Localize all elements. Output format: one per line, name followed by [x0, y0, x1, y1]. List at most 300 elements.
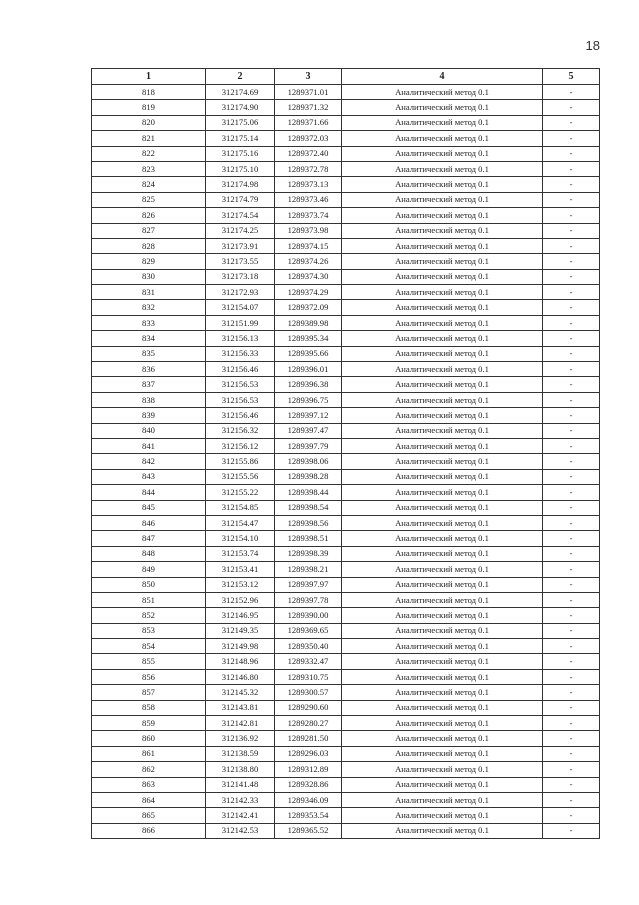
point-number-cell: 824	[92, 177, 206, 192]
table-row	[92, 546, 600, 561]
x-coordinate-cell: 312154.47	[206, 515, 275, 530]
note-cell: -	[543, 346, 600, 361]
x-coordinate-cell: 312149.98	[206, 639, 275, 654]
y-coordinate-cell: 1289398.39	[275, 546, 342, 561]
method-cell: Аналитический метод 0.1	[342, 685, 543, 700]
note-cell: -	[543, 438, 600, 453]
y-coordinate-cell: 1289396.75	[275, 392, 342, 407]
x-coordinate-cell: 312174.69	[206, 85, 275, 100]
y-coordinate-cell: 1289328.86	[275, 777, 342, 792]
note-cell: -	[543, 177, 600, 192]
y-coordinate-cell: 1289372.40	[275, 146, 342, 161]
x-coordinate-cell: 312142.53	[206, 823, 275, 838]
y-coordinate-cell: 1289395.66	[275, 346, 342, 361]
y-coordinate-cell: 1289395.34	[275, 331, 342, 346]
method-cell: Аналитический метод 0.1	[342, 654, 543, 669]
x-coordinate-cell: 312156.13	[206, 331, 275, 346]
point-number-cell: 864	[92, 792, 206, 807]
point-number-cell: 841	[92, 438, 206, 453]
x-coordinate-cell: 312154.07	[206, 300, 275, 315]
point-number-cell: 861	[92, 746, 206, 761]
point-number-cell: 820	[92, 115, 206, 130]
method-cell: Аналитический метод 0.1	[342, 223, 543, 238]
method-cell: Аналитический метод 0.1	[342, 515, 543, 530]
table-row	[92, 823, 600, 838]
method-cell: Аналитический метод 0.1	[342, 392, 543, 407]
y-coordinate-cell: 1289373.98	[275, 223, 342, 238]
table-body	[92, 85, 600, 839]
table-row	[92, 238, 600, 253]
point-number-cell: 839	[92, 408, 206, 423]
point-number-cell: 821	[92, 131, 206, 146]
y-coordinate-cell: 1289281.50	[275, 731, 342, 746]
point-number-cell: 854	[92, 639, 206, 654]
method-cell: Аналитический метод 0.1	[342, 438, 543, 453]
y-coordinate-cell: 1289371.66	[275, 115, 342, 130]
table-row	[92, 192, 600, 207]
column-header-3: 3	[275, 69, 342, 85]
point-number-cell: 833	[92, 315, 206, 330]
table-row	[92, 300, 600, 315]
table-row	[92, 362, 600, 377]
table-row	[92, 808, 600, 823]
point-number-cell: 823	[92, 161, 206, 176]
point-number-cell: 862	[92, 762, 206, 777]
x-coordinate-cell: 312175.06	[206, 115, 275, 130]
x-coordinate-cell: 312174.98	[206, 177, 275, 192]
note-cell: -	[543, 685, 600, 700]
y-coordinate-cell: 1289397.79	[275, 438, 342, 453]
x-coordinate-cell: 312136.92	[206, 731, 275, 746]
y-coordinate-cell: 1289397.97	[275, 577, 342, 592]
y-coordinate-cell: 1289373.13	[275, 177, 342, 192]
point-number-cell: 831	[92, 285, 206, 300]
table-row	[92, 469, 600, 484]
method-cell: Аналитический метод 0.1	[342, 577, 543, 592]
x-coordinate-cell: 312174.90	[206, 100, 275, 115]
x-coordinate-cell: 312174.25	[206, 223, 275, 238]
method-cell: Аналитический метод 0.1	[342, 408, 543, 423]
method-cell: Аналитический метод 0.1	[342, 700, 543, 715]
x-coordinate-cell: 312142.33	[206, 792, 275, 807]
table-row	[92, 100, 600, 115]
x-coordinate-cell: 312156.53	[206, 377, 275, 392]
table-row	[92, 685, 600, 700]
y-coordinate-cell: 1289371.32	[275, 100, 342, 115]
table-row	[92, 623, 600, 638]
point-number-cell: 842	[92, 454, 206, 469]
note-cell: -	[543, 746, 600, 761]
note-cell: -	[543, 623, 600, 638]
column-header-5: 5	[543, 69, 600, 85]
y-coordinate-cell: 1289389.98	[275, 315, 342, 330]
method-cell: Аналитический метод 0.1	[342, 131, 543, 146]
page-number: 18	[585, 38, 600, 53]
x-coordinate-cell: 312156.33	[206, 346, 275, 361]
x-coordinate-cell: 312155.22	[206, 485, 275, 500]
y-coordinate-cell: 1289371.01	[275, 85, 342, 100]
y-coordinate-cell: 1289398.28	[275, 469, 342, 484]
note-cell: -	[543, 454, 600, 469]
point-number-cell: 845	[92, 500, 206, 515]
point-number-cell: 828	[92, 238, 206, 253]
table-row	[92, 208, 600, 223]
table-row	[92, 608, 600, 623]
note-cell: -	[543, 577, 600, 592]
point-number-cell: 848	[92, 546, 206, 561]
table-header-row	[92, 69, 600, 85]
method-cell: Аналитический метод 0.1	[342, 762, 543, 777]
point-number-cell: 838	[92, 392, 206, 407]
y-coordinate-cell: 1289290.60	[275, 700, 342, 715]
note-cell: -	[543, 562, 600, 577]
table-row	[92, 423, 600, 438]
x-coordinate-cell: 312156.12	[206, 438, 275, 453]
note-cell: -	[543, 131, 600, 146]
method-cell: Аналитический метод 0.1	[342, 423, 543, 438]
x-coordinate-cell: 312146.95	[206, 608, 275, 623]
y-coordinate-cell: 1289398.54	[275, 500, 342, 515]
table-row	[92, 592, 600, 607]
method-cell: Аналитический метод 0.1	[342, 115, 543, 130]
x-coordinate-cell: 312138.80	[206, 762, 275, 777]
method-cell: Аналитический метод 0.1	[342, 469, 543, 484]
table-row	[92, 254, 600, 269]
point-number-cell: 849	[92, 562, 206, 577]
note-cell: -	[543, 300, 600, 315]
y-coordinate-cell: 1289398.44	[275, 485, 342, 500]
note-cell: -	[543, 408, 600, 423]
method-cell: Аналитический метод 0.1	[342, 792, 543, 807]
method-cell: Аналитический метод 0.1	[342, 177, 543, 192]
method-cell: Аналитический метод 0.1	[342, 531, 543, 546]
y-coordinate-cell: 1289373.74	[275, 208, 342, 223]
x-coordinate-cell: 312156.46	[206, 408, 275, 423]
method-cell: Аналитический метод 0.1	[342, 623, 543, 638]
y-coordinate-cell: 1289372.03	[275, 131, 342, 146]
table-row	[92, 131, 600, 146]
point-number-cell: 855	[92, 654, 206, 669]
point-number-cell: 835	[92, 346, 206, 361]
method-cell: Аналитический метод 0.1	[342, 546, 543, 561]
note-cell: -	[543, 808, 600, 823]
y-coordinate-cell: 1289374.30	[275, 269, 342, 284]
x-coordinate-cell: 312156.32	[206, 423, 275, 438]
x-coordinate-cell: 312146.80	[206, 669, 275, 684]
y-coordinate-cell: 1289398.06	[275, 454, 342, 469]
column-header-1: 1	[92, 69, 206, 85]
table-row	[92, 577, 600, 592]
table-row	[92, 746, 600, 761]
point-number-cell: 863	[92, 777, 206, 792]
x-coordinate-cell: 312153.74	[206, 546, 275, 561]
x-coordinate-cell: 312155.86	[206, 454, 275, 469]
column-header-4: 4	[342, 69, 543, 85]
point-number-cell: 836	[92, 362, 206, 377]
point-number-cell: 830	[92, 269, 206, 284]
note-cell: -	[543, 315, 600, 330]
x-coordinate-cell: 312174.54	[206, 208, 275, 223]
note-cell: -	[543, 485, 600, 500]
table-row	[92, 377, 600, 392]
point-number-cell: 860	[92, 731, 206, 746]
method-cell: Аналитический метод 0.1	[342, 716, 543, 731]
x-coordinate-cell: 312172.93	[206, 285, 275, 300]
coordinates-table	[91, 68, 600, 839]
note-cell: -	[543, 377, 600, 392]
y-coordinate-cell: 1289374.29	[275, 285, 342, 300]
point-number-cell: 827	[92, 223, 206, 238]
y-coordinate-cell: 1289332.47	[275, 654, 342, 669]
point-number-cell: 819	[92, 100, 206, 115]
x-coordinate-cell: 312175.10	[206, 161, 275, 176]
note-cell: -	[543, 161, 600, 176]
point-number-cell: 852	[92, 608, 206, 623]
note-cell: -	[543, 192, 600, 207]
y-coordinate-cell: 1289296.03	[275, 746, 342, 761]
x-coordinate-cell: 312174.79	[206, 192, 275, 207]
note-cell: -	[543, 146, 600, 161]
point-number-cell: 825	[92, 192, 206, 207]
y-coordinate-cell: 1289396.38	[275, 377, 342, 392]
table-row	[92, 346, 600, 361]
column-header-2: 2	[206, 69, 275, 85]
x-coordinate-cell: 312149.35	[206, 623, 275, 638]
note-cell: -	[543, 238, 600, 253]
note-cell: -	[543, 469, 600, 484]
x-coordinate-cell: 312155.56	[206, 469, 275, 484]
x-coordinate-cell: 312154.10	[206, 531, 275, 546]
table-row	[92, 408, 600, 423]
method-cell: Аналитический метод 0.1	[342, 608, 543, 623]
note-cell: -	[543, 716, 600, 731]
table-row	[92, 85, 600, 100]
y-coordinate-cell: 1289372.09	[275, 300, 342, 315]
table-row	[92, 177, 600, 192]
method-cell: Аналитический метод 0.1	[342, 192, 543, 207]
point-number-cell: 856	[92, 669, 206, 684]
method-cell: Аналитический метод 0.1	[342, 300, 543, 315]
method-cell: Аналитический метод 0.1	[342, 454, 543, 469]
method-cell: Аналитический метод 0.1	[342, 254, 543, 269]
point-number-cell: 822	[92, 146, 206, 161]
table-row	[92, 269, 600, 284]
point-number-cell: 857	[92, 685, 206, 700]
y-coordinate-cell: 1289280.27	[275, 716, 342, 731]
table-row	[92, 315, 600, 330]
note-cell: -	[543, 608, 600, 623]
note-cell: -	[543, 285, 600, 300]
point-number-cell: 846	[92, 515, 206, 530]
table-row	[92, 515, 600, 530]
note-cell: -	[543, 654, 600, 669]
note-cell: -	[543, 762, 600, 777]
note-cell: -	[543, 515, 600, 530]
table-row	[92, 639, 600, 654]
x-coordinate-cell: 312142.41	[206, 808, 275, 823]
note-cell: -	[543, 500, 600, 515]
y-coordinate-cell: 1289374.15	[275, 238, 342, 253]
point-number-cell: 826	[92, 208, 206, 223]
x-coordinate-cell: 312175.14	[206, 131, 275, 146]
x-coordinate-cell: 312153.12	[206, 577, 275, 592]
note-cell: -	[543, 331, 600, 346]
table-row	[92, 115, 600, 130]
x-coordinate-cell: 312151.99	[206, 315, 275, 330]
x-coordinate-cell: 312143.81	[206, 700, 275, 715]
method-cell: Аналитический метод 0.1	[342, 823, 543, 838]
table-row	[92, 438, 600, 453]
table-row	[92, 654, 600, 669]
note-cell: -	[543, 392, 600, 407]
y-coordinate-cell: 1289397.78	[275, 592, 342, 607]
x-coordinate-cell: 312153.41	[206, 562, 275, 577]
method-cell: Аналитический метод 0.1	[342, 746, 543, 761]
point-number-cell: 850	[92, 577, 206, 592]
y-coordinate-cell: 1289300.57	[275, 685, 342, 700]
x-coordinate-cell: 312152.96	[206, 592, 275, 607]
x-coordinate-cell: 312156.53	[206, 392, 275, 407]
y-coordinate-cell: 1289346.09	[275, 792, 342, 807]
table-row	[92, 331, 600, 346]
method-cell: Аналитический метод 0.1	[342, 669, 543, 684]
table-row	[92, 731, 600, 746]
note-cell: -	[543, 115, 600, 130]
note-cell: -	[543, 731, 600, 746]
note-cell: -	[543, 823, 600, 838]
x-coordinate-cell: 312173.55	[206, 254, 275, 269]
note-cell: -	[543, 100, 600, 115]
table-row	[92, 562, 600, 577]
table-row	[92, 223, 600, 238]
y-coordinate-cell: 1289373.46	[275, 192, 342, 207]
method-cell: Аналитический метод 0.1	[342, 269, 543, 284]
y-coordinate-cell: 1289390.00	[275, 608, 342, 623]
y-coordinate-cell: 1289398.21	[275, 562, 342, 577]
table-row	[92, 792, 600, 807]
y-coordinate-cell: 1289396.01	[275, 362, 342, 377]
point-number-cell: 851	[92, 592, 206, 607]
note-cell: -	[543, 254, 600, 269]
method-cell: Аналитический метод 0.1	[342, 315, 543, 330]
x-coordinate-cell: 312138.59	[206, 746, 275, 761]
method-cell: Аналитический метод 0.1	[342, 208, 543, 223]
point-number-cell: 834	[92, 331, 206, 346]
note-cell: -	[543, 639, 600, 654]
y-coordinate-cell: 1289397.47	[275, 423, 342, 438]
table-row	[92, 161, 600, 176]
y-coordinate-cell: 1289374.26	[275, 254, 342, 269]
x-coordinate-cell: 312142.81	[206, 716, 275, 731]
point-number-cell: 843	[92, 469, 206, 484]
x-coordinate-cell: 312141.48	[206, 777, 275, 792]
table-row	[92, 531, 600, 546]
method-cell: Аналитический метод 0.1	[342, 562, 543, 577]
table-row	[92, 454, 600, 469]
y-coordinate-cell: 1289398.51	[275, 531, 342, 546]
note-cell: -	[543, 792, 600, 807]
method-cell: Аналитический метод 0.1	[342, 731, 543, 746]
method-cell: Аналитический метод 0.1	[342, 485, 543, 500]
x-coordinate-cell: 312148.96	[206, 654, 275, 669]
note-cell: -	[543, 777, 600, 792]
note-cell: -	[543, 362, 600, 377]
y-coordinate-cell: 1289365.52	[275, 823, 342, 838]
method-cell: Аналитический метод 0.1	[342, 238, 543, 253]
table-row	[92, 500, 600, 515]
method-cell: Аналитический метод 0.1	[342, 377, 543, 392]
table-row	[92, 777, 600, 792]
y-coordinate-cell: 1289350.40	[275, 639, 342, 654]
y-coordinate-cell: 1289353.54	[275, 808, 342, 823]
method-cell: Аналитический метод 0.1	[342, 331, 543, 346]
note-cell: -	[543, 592, 600, 607]
method-cell: Аналитический метод 0.1	[342, 592, 543, 607]
method-cell: Аналитический метод 0.1	[342, 285, 543, 300]
note-cell: -	[543, 546, 600, 561]
note-cell: -	[543, 223, 600, 238]
table-row	[92, 392, 600, 407]
point-number-cell: 847	[92, 531, 206, 546]
method-cell: Аналитический метод 0.1	[342, 346, 543, 361]
note-cell: -	[543, 208, 600, 223]
method-cell: Аналитический метод 0.1	[342, 85, 543, 100]
point-number-cell: 840	[92, 423, 206, 438]
table-row	[92, 669, 600, 684]
note-cell: -	[543, 85, 600, 100]
note-cell: -	[543, 700, 600, 715]
table-row	[92, 285, 600, 300]
point-number-cell: 818	[92, 85, 206, 100]
method-cell: Аналитический метод 0.1	[342, 146, 543, 161]
point-number-cell: 859	[92, 716, 206, 731]
y-coordinate-cell: 1289312.89	[275, 762, 342, 777]
note-cell: -	[543, 531, 600, 546]
point-number-cell: 837	[92, 377, 206, 392]
table-row	[92, 700, 600, 715]
point-number-cell: 853	[92, 623, 206, 638]
y-coordinate-cell: 1289372.78	[275, 161, 342, 176]
y-coordinate-cell: 1289398.56	[275, 515, 342, 530]
point-number-cell: 866	[92, 823, 206, 838]
point-number-cell: 865	[92, 808, 206, 823]
y-coordinate-cell: 1289310.75	[275, 669, 342, 684]
y-coordinate-cell: 1289397.12	[275, 408, 342, 423]
point-number-cell: 832	[92, 300, 206, 315]
x-coordinate-cell: 312156.46	[206, 362, 275, 377]
method-cell: Аналитический метод 0.1	[342, 100, 543, 115]
point-number-cell: 858	[92, 700, 206, 715]
method-cell: Аналитический метод 0.1	[342, 362, 543, 377]
method-cell: Аналитический метод 0.1	[342, 500, 543, 515]
x-coordinate-cell: 312145.32	[206, 685, 275, 700]
note-cell: -	[543, 269, 600, 284]
table-row	[92, 716, 600, 731]
x-coordinate-cell: 312175.16	[206, 146, 275, 161]
method-cell: Аналитический метод 0.1	[342, 639, 543, 654]
point-number-cell: 844	[92, 485, 206, 500]
y-coordinate-cell: 1289369.65	[275, 623, 342, 638]
table-row	[92, 762, 600, 777]
x-coordinate-cell: 312154.85	[206, 500, 275, 515]
point-number-cell: 829	[92, 254, 206, 269]
note-cell: -	[543, 669, 600, 684]
x-coordinate-cell: 312173.18	[206, 269, 275, 284]
table-row	[92, 146, 600, 161]
method-cell: Аналитический метод 0.1	[342, 161, 543, 176]
x-coordinate-cell: 312173.91	[206, 238, 275, 253]
note-cell: -	[543, 423, 600, 438]
